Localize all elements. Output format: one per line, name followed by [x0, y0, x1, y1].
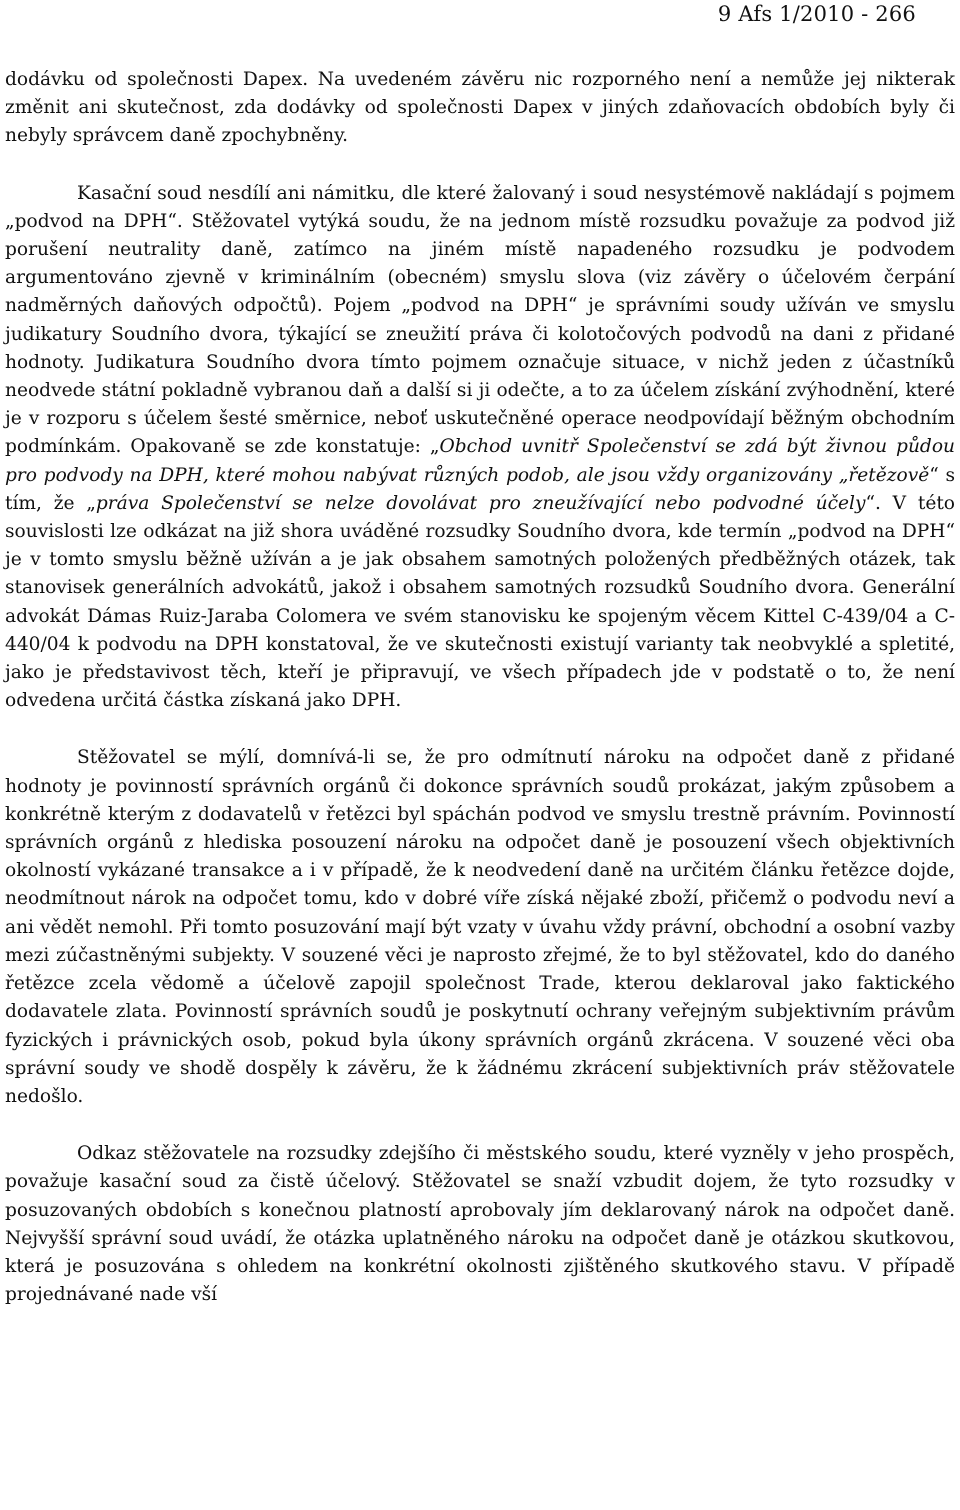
paragraph-continuation: dodávku od společnosti Dapex. Na uvedeném závěru nic rozporného není a nemůže jej nikterak změnit ani skutečnost, zda dodávky od společnosti Dapex v jiných zdaňovacích obdobích byly či nebyly správcem daně zpochybněny. — [5, 69, 955, 147]
quote-community-law: práva Společenství se nelze dovolávat pro zneužívající nebo podvodné účely — [95, 492, 866, 514]
document-body — [5, 66, 955, 1338]
paragraph-previous-judgments: Odkaz stěžovatele na rozsudky zdejšího či městského soudu, které vyzněly v jeho prospěch, považuje kasační soud za čistě účelový. Stěžovatel se snaží vzbudit dojem, že tyto rozsudky v posuzovaných obdobích s konečnou platností aprobovaly jím deklarovaný nárok na odpočet daně. Nejvyšší správní soud uvádí, že otázka uplatněného nároku na odpočet daně je otázkou skutkovou, která je posuzována s ohledem na konkrétní okolnosti zjištěného skutkového stavu. V případě projednávané nade vší — [5, 1143, 955, 1306]
paragraph-text: Kasační soud nesdílí ani námitku, dle které žalovaný i soud nesystémově nakládají s pojmem „podvod na DPH“. Stěžovatel vytýká soudu, že na jednom místě rozsudku považuje za podvod již porušení neutrality daně, zatímco na jiném místě napadeného rozsudku je podvodem argumentováno zjevně v kriminálním (obecném) smyslu slova (viz závěry o účelovém čerpání nadměrných daňových odpočtů). Pojem „podvod na DPH“ je správními soudy užíván ve smyslu judikatury Soudního dvora, týkající se zneužití práva či kolotočových podvodů na dani z přidané hodnoty. Judikatura Soudního dvora tímto pojmem označuje situace, v nichž jeden z účastníků neodvede státní pokladně vybranou daň a další si ji odečte, a to za účelem získání zvýhodnění, které je v rozporu s účelem šesté směrnice, neboť uskutečněné operace neodpovídají běžným obchodním podmínkám. Opakovaně se zde konstatuje: „ — [5, 182, 955, 458]
page-header-reference: 9 Afs 1/2010 - 266 — [717, 2, 916, 26]
paragraph-text: “. V této souvislosti lze odkázat na již shora uváděné rozsudky Soudního dvora, kde termín „podvod na DPH“ je v tomto smyslu běžně užíván a je jak obsahem samotných položených předběžných otázek, tak stanovisek generálních advokátů, jakož i obsahem samotných rozsudků Soudního dvora. Generální advokát Dámas Ruiz-Jaraba Colomera ve svém stanovisku ke spojeným věcem Kittel C-439/04 a C-440/04 k podvodu na DPH konstatoval, že ve skutečnosti existují varianty tak neobvyklé a spletité, jako je představivost těch, kteří je připravují, ve všech případech jde v podstatě o to, že není odvedena určitá částka získaná jako DPH. — [5, 492, 955, 712]
paragraph-burden-of-proof: Stěžovatel se mýlí, domnívá-li se, že pro odmítnutí nároku na odpočet daně z přidané hodnoty je povinností správních orgánů či dokonce správních soudů prokázat, jakým způsobem a konkrétně kterým z dodavatelů v řetězci byl spáchán podvod ve smyslu trestně právním. Povinností správních orgánů z hlediska posouzení nároku na odpočet daně je posouzení všech objektivních okolností vykázané transakce a i v případě, že k neodvedení daně na určitém článku řetězce dojde, neodmítnout nárok na odpočet tomu, kdo v dobré víře získá nějaké zboží, přičemž o podvodu neví a ani vědět nemohl. Při tomto posuzování mají být vzaty v úvahu vždy právní, obchodní a osobní vazby mezi zúčastněnými subjekty. V souzené věci je naprosto zřejmé, že to byl stěžovatel, kdo do daného řetězce zcela vědomě a účelově zapojil společnost Trade, kterou deklaroval jako faktického dodavatele zlata. Povinností správních soudů je poskytnutí ochrany veřejným subjektivním právům fyzických i právnických osob, pokud byla úkony správních orgánů zkrácena. V souzené věci oba správní soudy ve shodě dospěly k závěru, že k žádnému zkrácení subjektivních práv stěžovatele nedošlo. — [5, 747, 955, 1107]
quote-intra-community-trade: Obchod uvnitř Společenství se zdá být živnou půdou pro podvody na DPH, které mohou nabývat různých podob, ale jsou vždy organizovány „řetězově — [5, 436, 955, 486]
paragraph-text: “ s tím, že „ — [5, 464, 955, 514]
paragraph-fraud-concept — [5, 180, 955, 716]
